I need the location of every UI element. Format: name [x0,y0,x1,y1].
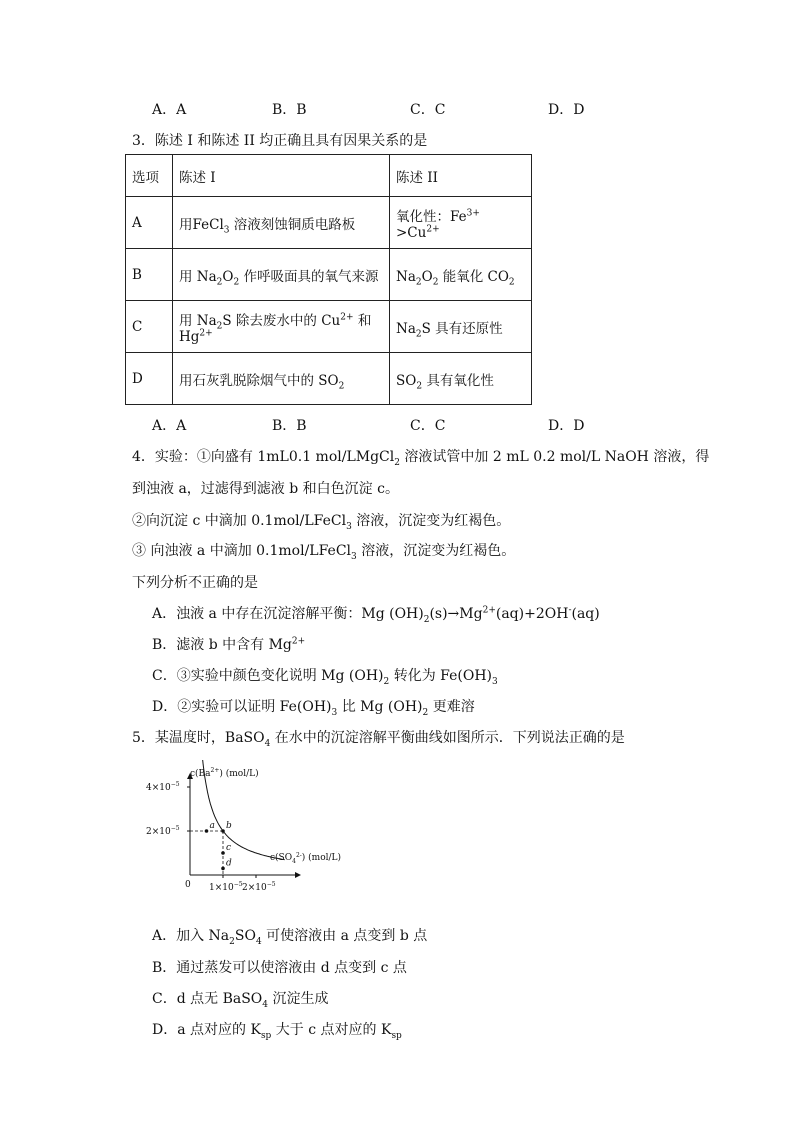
x-axis-label: $c(SO_4^{2-})$ (mol/L) [270,852,342,865]
q4-line-3: ②向沉淀 c 中滴加 0.1mol/LFeCl$_3$ 溶液，沉淀变为红褐色。 [132,513,511,532]
table-header-statement-1: 陈述 I [173,155,390,197]
table-header-option: 选项 [126,155,173,197]
q3-stem: 3．陈述 I 和陈述 II 均正确且具有因果关系的是 [132,133,428,149]
row-statement-2: $Na_2S$ 具有还原性 [390,301,532,353]
y-tick-label: $2\times 10^{-5}$ [146,825,180,837]
y-tick-label: $4\times 10^{-5}$ [146,781,180,793]
row-label: B [126,249,173,301]
row-statement-2: 氧化性：$Fe^{3+} >Cu^{2+}$ [390,197,532,249]
row-label: C [126,301,173,353]
x-tick-label: $2\times 10^{-5}$ [242,881,276,893]
q3-table [125,154,532,405]
q3-option-d: D．D [548,418,585,434]
x-tick-label: $1\times 10^{-5}$ [209,881,243,893]
q4-line-2: 到浊液 a，过滤得到滤液 b 和白色沉淀 c。 [132,481,399,497]
table-row [126,197,532,249]
origin-label: 0 [185,880,191,890]
q4-option-c: C．③实验中颜色变化说明 Mg $(OH)_2$ 转化为 $Fe(OH)_3$ [152,668,498,687]
q5-option-a: A．加入 $Na_2SO_4$ 可使溶液由 a 点变到 b 点 [152,928,428,947]
point-label-c: c [226,843,232,853]
table-header-statement-2: 陈述 II [390,155,532,197]
q5-stem: 5．某温度时，BaSO$_4$ 在水中的沉淀溶解平衡曲线如图所示．下列说法正确的是 [132,730,625,749]
solubility-chart [140,760,380,900]
q2-option-c: C．C [410,102,446,118]
q2-option-a: A．A [152,102,187,118]
row-label: D [126,353,173,405]
row-statement-1: 用石灰乳脱除烟气中的 $SO_2$ [173,353,390,405]
point-label-d: d [226,858,232,869]
q3-option-a: A．A [152,418,187,434]
q5-option-c: C．d 点无 BaSO$_4$ 沉淀生成 [152,991,329,1010]
point-d [221,867,225,871]
q2-option-b: B．B [272,102,307,118]
table-row [126,353,532,405]
row-statement-2: $Na_2O_2$ 能氧化 $CO_2$ [390,249,532,301]
row-statement-2: $SO_2$ 具有氧化性 [390,353,532,405]
q2-option-d: D．D [548,102,585,118]
table-row [126,301,532,353]
q3-option-c: C．C [410,418,446,434]
row-label: A [126,197,173,249]
q4-option-d: D．②实验可以证明 $Fe(OH)_3$ 比 Mg $(OH)_2$ 更难溶 [152,699,475,718]
table-row [126,249,532,301]
row-statement-1: 用FeCl$_3$ 溶液刻蚀铜质电路板 [173,197,390,249]
point-b [221,829,225,833]
point-label-a: a [209,821,215,831]
q5-option-b: B．通过蒸发可以使溶液由 d 点变到 c 点 [152,960,407,976]
point-a [205,829,209,833]
row-statement-1: 用 $Na_2S$ 除去废水中的 $Cu^{2+}$ 和 $Hg^{2+}$ [173,301,390,353]
q4-option-b: B．滤液 b 中含有 $Mg^{2+}$ [152,636,306,653]
y-axis-label: $c(Ba^{2+})$ (mol/L) [190,767,259,779]
q4-option-a: A．浊液 a 中存在沉淀溶解平衡：Mg $(OH)_2(s)\to Mg^{2+}(aq)+2OH^-(aq)$ [152,605,600,625]
q4-line-4: ③ 向浊液 a 中滴加 0.1mol/LFeCl$_3$ 溶液，沉淀变为红褐色。 [132,543,516,562]
q3-option-b: B．B [272,418,307,434]
q4-ask: 下列分析不正确的是 [132,575,258,591]
row-statement-1: 用 $Na_2O_2$ 作呼吸面具的氧气来源 [173,249,390,301]
q4-line-1: 4．实验：①向盛有 1mL0.1 mol/LMgCl$_2$ 溶液试管中加 2 mL 0.2 mol/L NaOH 溶液，得 [132,449,710,468]
point-c [221,851,225,855]
table-header-row [126,155,532,197]
q5-option-d: D．a 点对应的 $K_{sp}$ 大于 c 点对应的 $K_{sp}$ [152,1022,402,1041]
point-label-b: b [226,821,232,831]
